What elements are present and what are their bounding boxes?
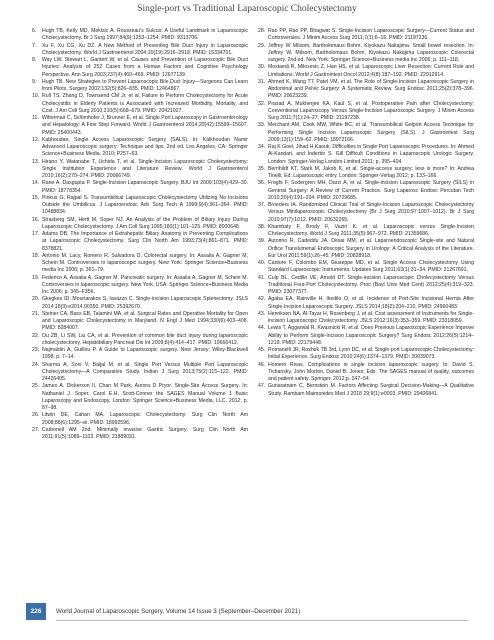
reference-item — [258, 224, 474, 239]
reference-number: 27. — [32, 426, 40, 433]
reference-number: 44. — [258, 325, 266, 332]
reference-item — [32, 362, 248, 384]
reference-number: 19. — [32, 274, 40, 281]
reference-text: Autorino R, Cadeddu JA, Desai MM, et al. Laparoendoscopic Single-site and Natural Orifice Translumenal Endoscopic Surgery in Urology: A Critical Analysis of the Literature. Eur Urol 2011;59(1):26–45. PMID: 20828918. — [268, 238, 474, 259]
reference-item — [258, 79, 474, 101]
reference-number: 47. — [258, 383, 266, 390]
references-left-column — [32, 28, 248, 441]
reference-item — [258, 28, 474, 43]
reference-item — [32, 217, 248, 232]
page-number: 226 — [26, 603, 46, 620]
reference-text: Steiner CA, Bass EB, Talamini MA, et al. Surgical Rates and Operative Mortality for Open and Laparoscopic Cholecystectomy in Maryland. N Engl J Med 1994;330(6):403–408. PMID: 8284007. — [42, 310, 248, 332]
reference-item — [32, 43, 248, 58]
reference-text: Rull TS, Zhang D, Townsend CM Jr, et al. Failure to Perform Cholecystectomy for Acute Cholecystitis in Elderly Patients is Associated with Increased Morbidity, Mortality, and Cost. J Am Coll Surg 2010;210(5):668–679. PMID: 20421027. — [42, 93, 248, 114]
reference-number: 28. — [258, 28, 266, 34]
reference-number: 34. — [258, 144, 266, 150]
reference-number: 21. — [32, 310, 40, 317]
reference-number: 9. — [32, 78, 37, 85]
reference-item — [32, 28, 248, 43]
reference-number: 16. — [32, 216, 40, 223]
reference-text: Mostaedi R, Milosevic Z, Han HS, et al. Laparoscopic Liver Resection: Current Role and Limitations. World J Gastrointest Oncol 2012;4(8):187–192. PMID: 22912914. — [268, 64, 474, 78]
reference-number: 26. — [32, 412, 40, 419]
reference-number: 33. — [258, 122, 266, 129]
reference-item — [32, 427, 248, 442]
reference-text: Carbonell AM 2nd. Minimally invasive Gastric Surgery. Surg Clin North Am 2011;91(5):1089–1103. PMID: 21889031. — [42, 426, 248, 440]
reference-text: Pinkus G, Rajpal S. Transumbilical Laparoscopic Cholecystectomy Utilizing No Incisions Outside the Umbilicus. J Laparoendosc Adv Surg Tech A 1999;9(4):361–364. PMID: 10488834. — [42, 194, 248, 216]
reference-number: 14. — [32, 180, 40, 187]
reference-number: 39. — [258, 238, 266, 245]
reference-number: 22. — [32, 332, 40, 339]
reference-text: Najmaldin A, Guillou P. A Guide to Laparoscopic surgery. New Jersey: Wiley-Blackwell 1998; p. 7–14. — [42, 347, 248, 361]
reference-item — [32, 195, 248, 217]
reference-text: Rane A, Dasgupta P. Single-Incision Laparoscopic Surgery. BJU Int 2009;103(4):429–30. PMID: 18778354. — [42, 180, 248, 194]
reference-number: 15. — [32, 194, 40, 201]
reference-text: Sharma A, Soni V, Baijal M, et al. Single Port Versus Multiple Port Laparoscopic Cholecystectomy—A Comparative Study. Indian J Surg 2013;75(2):115–122. PMID: 24426405. — [42, 361, 248, 382]
footer-divider — [56, 620, 468, 621]
reference-item — [32, 231, 248, 253]
running-header: Single-port vs Traditional Laparoscopic Cholecystectomy — [137, 4, 357, 14]
reference-item — [32, 311, 248, 333]
reference-number: 8. — [32, 57, 37, 63]
reference-text: Hugh TB. New Strategies to Prevent Laparoscopic Bile Duct Injury—Surgeons Can Learn from Pilots. Surgery 2002;132(5):826–835. PMID: 12464867. — [42, 78, 248, 92]
reference-number: 45. — [258, 347, 266, 353]
reference-text: Wittermair C, Schirnhofer J, Brunner E, et al. Single Port Laparoscopy in Gastroenterology and Hepatology: A Fine Step Forward. World J Gastroenterol 2014;20(42):15599–15607. PMID: 25400443. — [42, 115, 248, 136]
reference-item — [32, 383, 248, 412]
reference-text: Jeffrey W Milsom, Bartholomaus Bohm, Kiyokazu Nakajima. Small bowel resection. In: Jeffrey W. Milsom, Bartholomaus Bohm, Kiyokazu Nakajima Laparoscopic Colorectal surgery. 2nd ed. New York: Springer Science+Business media Inc 2006; p. 111–118. — [268, 42, 474, 63]
reference-item — [258, 180, 474, 202]
reference-text: Adams DB. The Importance of Extrahepatic Biliary Anatomy in Preventing Complications at Laparoscopic Cholecystectomy. Surg Clin North Am 1993;73(4):861–871. PMID: 8378821. — [42, 231, 248, 252]
reference-text: Froghi F, Sodergren MH, Darzi A, et al. Single-incision Laparoscopic Surgery (SILS) in General Surgery: A Review of Current Practice. Surg Laparosc Endosc Percutan Tech 2010;20(4):191–204. PMID: 20729685. — [268, 180, 474, 201]
reference-item — [32, 137, 248, 159]
reference-item — [32, 253, 248, 275]
reference-text: Henriksen NA, Al-Tayar H, Rosenberg J, et al. Cost assessment of Instruments for Single-incision Laparoscopic Cholecystectomy. JSLS 2012;16(3):353–359. PMID: 23318059. — [268, 310, 474, 324]
reference-number: 32. — [258, 100, 266, 107]
reference-item — [258, 64, 474, 79]
reference-text: Ou ZB, Li SW, Liu CA, et al. Prevention of common bile duct injury during laparoscopic cholecystectomy. Hepatobiliary Pancreat Dis Int 2009;8(4):414–417. PMID: 19666412. — [42, 332, 248, 346]
reference-text: Litwin DE, Cahan MA. Laparoscopic Cholecystectomy. Surg Clin North Am 2008;88(6):1295–vii. PMID: 18992596. — [42, 412, 248, 426]
reference-number: 6. — [32, 28, 37, 34]
reference-text: Gunaratnam C, Bernstein M. Factors Affecting Surgical Decision-Making—A Qualitative Study. Rambam Maimonides Med J 2018 29;9(1):e0003. PMID: 29406841. — [268, 383, 474, 397]
reference-item — [32, 296, 248, 311]
reference-number: 24. — [32, 361, 40, 368]
reference-text: Raj K Goel, Jihad H Kaouk. Difficulties in Single Port Laparoscopic Procedures. In: Ahmed Al-Kandari, and Inderbir S. Gill Difficult Conditions in Laparoscopic Urologic Surgery. London: Springer-Verlag London Limited 2011; p. 395–404. — [268, 144, 474, 165]
reference-number: 23. — [32, 347, 40, 353]
reference-text: Culp BL, Cedillo VE, Arnold DT. Single-incision Laparoscopic Cholecystectomy Versus Traditional Four-Port Cholecystectomy. Proc (Bayl Univ Med Cent) 2012;25(4):319–323. PMID: 23077377. — [268, 274, 474, 295]
reference-item — [258, 43, 474, 65]
reference-item — [32, 79, 248, 94]
reference-item — [258, 296, 474, 311]
reference-number: 12. — [32, 136, 40, 143]
reference-text: Kabhoudan, Single Access Laparoscopic Surgery (SALS). In: Kalkhoudan Namir Advanced Laparoscopic surgery: Technique and tips. 2nd ed. Los Angeles, CA: Springer Science+Business Media. 2010; P257–63. — [42, 136, 248, 158]
page-footer — [0, 603, 494, 620]
reference-text: Bernhildt KT, Stark M, Jakob K, et al. Single-access surgery: less is more? In: Andrea Tinelli, Ed. Laparoscopic entry. London: Springer-Verlag 2012; p. 133–166. — [268, 165, 474, 179]
reference-item — [258, 275, 474, 297]
reference-number: 7. — [32, 42, 37, 49]
reference-number: 31. — [258, 78, 266, 85]
reference-number: 43. — [258, 310, 266, 317]
reference-number: 10. — [32, 93, 40, 100]
reference-item — [32, 159, 248, 181]
reference-item — [258, 144, 474, 166]
reference-text: Gkegkes ID, Mourtarakos S, Iavazzo C. Single-incision Laparoscopic Splenectomy. JSLS 2014;18(3):e2014.00350. PMID: 25392670. — [42, 296, 248, 310]
reference-text: Antonio M. Lacy, Romero R, Salvadora D. Colorectal surgery. In: Assalia A, Gagner M, Schein M. Controversies in laparoscopic surgery. New York: Springer Science+Business media Inc 2006; p. 361–79. — [42, 252, 248, 274]
reference-item — [258, 362, 474, 384]
reference-text: Strasberg SM, Hertl M, Soper NJ. An Analysis of the Problem of Biliary Injury During Laparoscopic Cholecystectomy. J Am Coll Surg 1995;180(1):101–125. PMID: 8000648. — [42, 216, 248, 230]
reference-text: Ahmed K, Wang TT, Patel VM, et al. The Role of Single-Incision Laparoscopic Surgery in Abdominal and Pelvic Surgery: A Systematic Review. Surg Endosc 2011;25(2):378–396. PMID: 20623239. — [268, 78, 474, 100]
reference-text: Xu F, Xu CG, Xu DZ. A New Method of Preventing Bile Duct Injury in Laparoscopic Cholecystectomy. World J Gastroenterol 2004;10(19):2916–2918. PMID: 15334701. — [42, 42, 248, 56]
reference-number: 11. — [32, 115, 39, 121]
reference-text: Romanelli JR, Roshek TB 3rd, Lynn DC, et al. Single-port Laparoscopic Cholecystectomy: Initial Experience. Surg Endosc 2010;24(6):1374–1379. PMID: 20039073. — [268, 347, 474, 361]
reference-number: 42. — [258, 296, 266, 303]
reference-item — [258, 166, 474, 181]
reference-number: 35. — [258, 165, 266, 172]
reference-text: Hirano Y, Watanabe T, Uchida T, et al. Single-Incision Laparoscopic Cholecystectomy: Single Institution Experience and Literature Review. World J Gastroenterol 2010;16(2):270–274. PMID: 20066749. — [42, 158, 248, 179]
reference-text: Homero Rivas. Complications in single incision laparoscopic surgery. In: David S. Tichansky, John Morton, Daniel B. Jones, Eds. The SAGES manual of quality, outcomes and patient safety. Springer. 2012;p. 347–54. — [268, 361, 474, 382]
reference-text: James A. Dickerson II, Chan M Park, Aurora D Pryor. Single-Site Access Surgery. In: Nathaniel J. Soper, Carol E.H. Scott-Conner the SAGES Manual Volume 1 Basic Laparoscopy and Endoscopy. London: Springer Science+Business Media, LLC. 2012; p. 87–98. — [42, 383, 248, 411]
reference-item — [258, 202, 474, 224]
reference-number: 40. — [258, 260, 266, 266]
reference-text: Cantore F, Colombo EM, Giuseppe MD, et al. Single Access Cholecystectomy Using Standard Laparoscopic Instruments. Updates Surg 2011;63(1):31–34. PMID: 21267691. — [268, 260, 474, 274]
reference-text: Lewis T, Aggarwal R, Kwasnicki R, et al. Does Previous Laparoscopic Experience Improve Ability to Perform Single-Incision Laparoscopic Surgery? Surg Endosc 2012;26(5):1214–1219. PMID: 22179448. — [268, 325, 474, 346]
reference-number: 25. — [32, 383, 40, 390]
reference-text: Federico A, Assalia A, Gagner M. Pancreatic surgery. In: Assalia A, Gagner M, Schein M. Controversies in laparoscopic surgery. New York, USA: Springer Science+Business Media Inc 2006; p. 345–F356. — [42, 274, 248, 295]
reference-item — [32, 115, 248, 137]
reference-number: 18. — [32, 252, 40, 259]
reference-number: 37. — [258, 202, 266, 208]
reference-item — [32, 275, 248, 297]
journal-citation: World Journal of Laparoscopic Surgery, Volume 14 Issue 3 (September–December 2021) — [56, 608, 301, 615]
reference-number: 13. — [32, 158, 40, 165]
reference-item — [258, 122, 474, 144]
reference-text: Merchant AM, Cook MW, White BC, et al. Transumbilical Gelport Access Technique for Performing Single Incision Laparoscopic Surgery (SILS). J Gastrointest Surg 2009;13(1):159–62. PMID: 18972166. — [268, 122, 474, 143]
reference-text: Hugh TB, Kelly MD, Mekisic A. Rousseau's Sulcus: A Useful Landmark in Laparoscopic Cholecystectomy. Br J Surg 1997;84(9):1253–1254. PMID: 9313706. — [42, 28, 248, 42]
reference-item — [32, 57, 248, 79]
reference-item — [32, 347, 248, 362]
reference-number: 29. — [258, 42, 266, 49]
reference-text: Khambaty F, Brody F, Vaziri K, et al. Laparoscopic versus Single-Incision Cholecystectomy. World J Surg 2011;35(5):967–972. PMID: 21359686. — [268, 223, 474, 237]
reference-item — [32, 180, 248, 195]
reference-number: 38. — [258, 223, 266, 230]
reference-item — [32, 93, 248, 115]
reference-number: 46. — [258, 361, 266, 368]
reference-text: Prasad A, Mukherjee KA, Kaul S, et al. Postoperative Pain after Cholecystectomy: Conventional Laparoscopy Versus Single-Incision Laparoscopic Surgery. J Minim Access Surg 2011;7(1):24–27. PMID: 21197238. — [268, 100, 474, 121]
reference-text: Rao PP, Rao PP, Bhagwat S. Single-Incision Laparoscopic Surgery—Current Status and Controversies. J Minim Access Surg 2011;7(1):6–16. PMID: 21197236. — [268, 28, 474, 42]
references-right-column — [258, 28, 474, 398]
reference-text: Agaba EA, Rainville H, Ikedilo O, et al. Incidence of Port-Site Incisional Hernia After Single-Incision Laparoscopic Surgery. JSLS 2014;18(2):204–210. PMID: 24960483. — [268, 296, 474, 310]
reference-item — [32, 333, 248, 348]
reference-item — [258, 311, 474, 326]
reference-item — [258, 101, 474, 123]
reference-item — [258, 347, 474, 362]
reference-item — [258, 383, 474, 398]
reference-item — [258, 238, 474, 260]
reference-number: 20. — [32, 296, 40, 303]
reference-number: 36. — [258, 180, 266, 187]
reference-item — [32, 412, 248, 427]
reference-item — [258, 325, 474, 347]
reference-item — [258, 260, 474, 275]
reference-number: 30. — [258, 64, 266, 71]
reference-text: Way LW, Stewart L, Gantert W, et al. Causes and Prevention of Laparoscopic Bile Duct Injuries: Analysis of 252 Cases from a Human Factors and Cognitive Psychology Perspective. Ann Surg 2003;237(4):460–469. PMID: 12677139. — [42, 57, 248, 78]
reference-number: 17. — [32, 231, 40, 237]
reference-number: 41. — [258, 274, 266, 281]
reference-text: Broeders IA. Randomized Clinical Trial of Single-Incision Laparoscopic Cholecystectomy Versus Minilaparoscopic Cholecystectomy (Br J Surg 2010;97:1007–1012). Br J Surg 2010;97(7):1012. PMID: 20632265. — [268, 202, 474, 223]
